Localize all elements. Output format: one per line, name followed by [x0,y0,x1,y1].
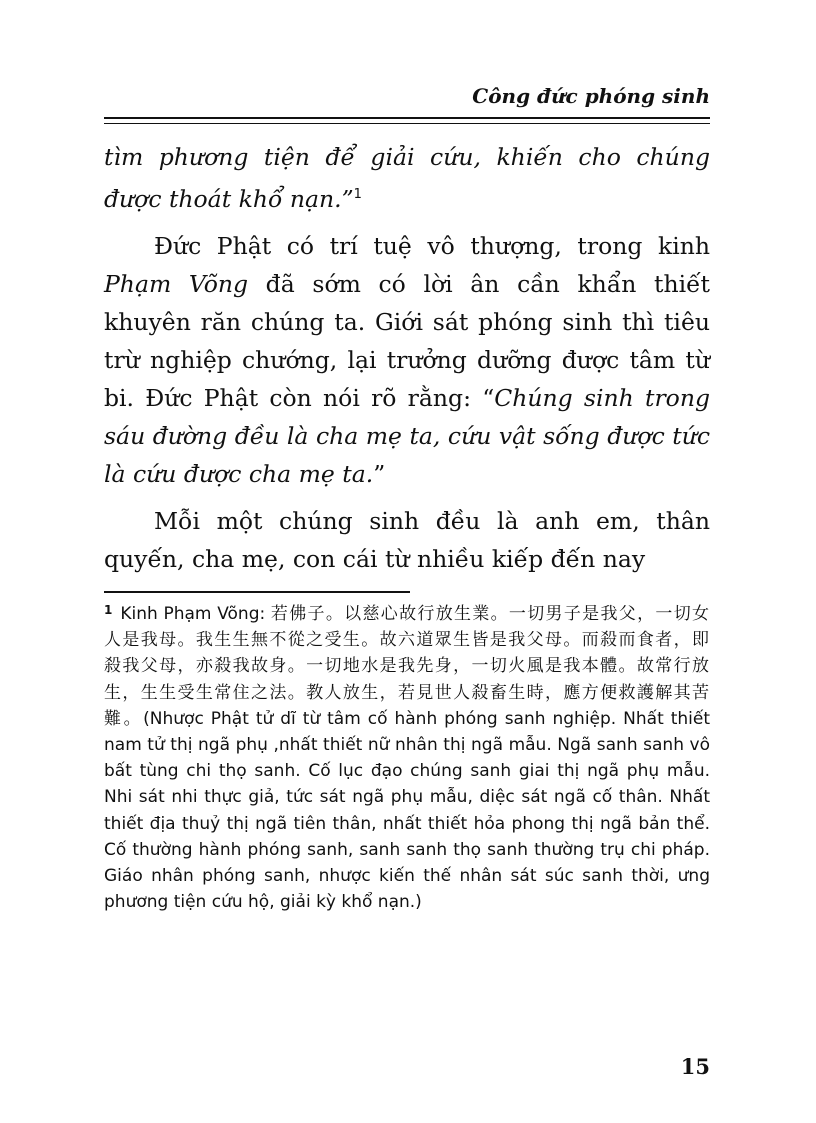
footnote [104,597,710,915]
body-text [104,138,710,578]
footnote-marker: 1 [104,603,113,617]
running-header: Công đức phóng sinh [472,84,710,108]
header-rule [104,117,710,124]
buddha-quote: Chúng sinh trong sáu đường đều là cha mẹ ta, cứu vật sống được tức là cứu được cha mẹ ta. [104,384,710,488]
paragraph-3: Mỗi một chúng sinh đều là anh em, thân quyến, cha mẹ, con cái từ nhiều kiếp đến nay [104,507,710,573]
sutra-title: Phạm Võng [104,270,249,298]
paragraph-2-part-a: Đức Phật có trí tuệ vô thượng, trong kinh [154,232,710,260]
footnote-lead: Kinh Phạm Võng: [120,604,271,624]
paragraph-2 [104,227,710,493]
paragraph-1 [104,138,710,218]
footnote-reference: 1 [353,187,362,202]
footnote-translation: (Nhược Phật tử dĩ từ tâm cố hành phóng sanh nghiệp. Nhất thiết nam tử thị ngã phụ ,nhất thiết nữ nhân thị ngã mẫu. Ngã sanh sanh vô bất tùng chi thọ sanh. Cố lục đạo chúng sanh giai thị ngã phụ mẫu. Nhi sát nhi thực giả, tức sát ngã phụ mẫu, diệc sát ngã cố thân. Nhất thiết địa thuỷ thị ngã tiên thân, nhất thiết hỏa phong thị ngã bản thể. Cố thường hành phóng sanh, sanh sanh thọ sanh thường trụ chi pháp. Giáo nhân phóng sanh, nhược kiến thế nhân sát súc sanh thời, ưng phương tiện cứu hộ, giải kỳ khổ nạn.) [104,708,711,913]
footnote-rule [104,591,410,593]
paragraph-2-close-quote: ” [373,460,386,488]
page-number: 15 [680,1054,710,1079]
paragraph-2-part-c: đã sớm có lời ân cần khẩn thiết khuyên răn chúng ta. Giới sát phóng sinh thì tiêu trừ nghiệp chướng, lại trưởng dưỡng được tâm từ bi. Đức Phật còn nói rõ rằng: “ [104,270,710,412]
footnote-chinese-text: 若佛子。以慈心故行放生業。一切男子是我父，一切女人是我母。我生生無不從之受生。故六道眾生皆是我父母。而殺而食者，即殺我父母，亦殺我故身。一切地水是我先身，一切火風是我本體。故常行放生，生生受生常住之法。教人放生，若見世人殺畜生時，應方便救護解其苦難。 [104,604,710,729]
paragraph-1-text: tìm phương tiện để giải cứu, khiến cho chúng được thoát khổ nạn.” [104,143,710,213]
